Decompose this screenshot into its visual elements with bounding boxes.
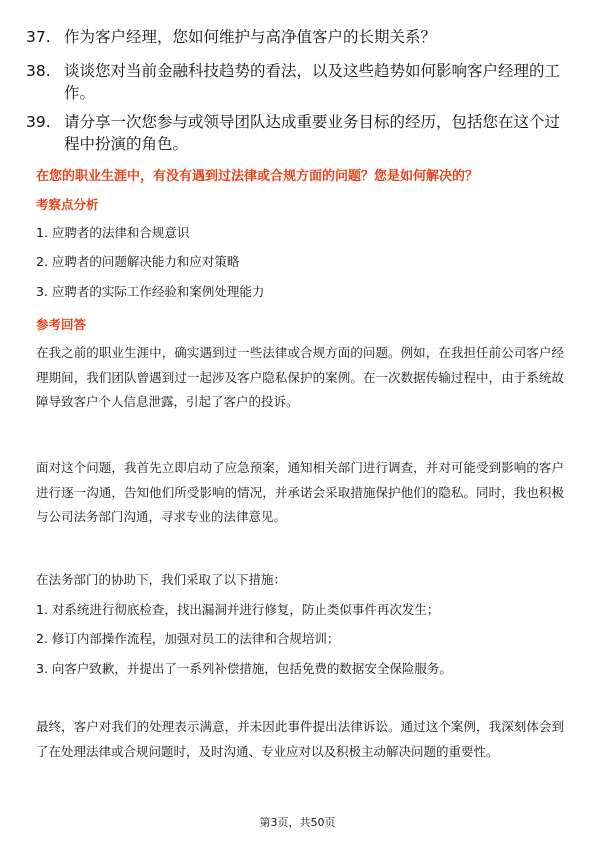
measure-item: 2. 修订内部操作流程，加强对员工的法律和合规培训； [36,631,340,646]
question-number: 37. [26,28,51,46]
measure-item: 1. 对系统进行彻底检查，找出漏洞并进行修复，防止类似事件再次发生； [36,602,440,617]
question-number: 39. [26,113,51,131]
featured-question: 在您的职业生涯中，有没有遇到过法律或合规方面的问题？您是如何解决的？ [36,169,479,184]
analysis-item: 3. 应聘者的实际工作经验和案例处理能力 [36,284,265,299]
question-text: 请分享一次您参与或领导团队达成重要业务目标的经历，包括您在这个过程中扮演的角色。 [64,113,561,153]
answer-paragraph: 最终，客户对我们的处理表示满意，并未因此事件提出法律诉讼。通过这个案例，我深刻体会到了在处理法律或合规问题时，及时沟通、专业应对以及积极主动解决问题的重要性。 [36,719,564,759]
analysis-item: 1. 应聘者的法律和合规意识 [36,225,190,240]
answer-paragraph: 面对这个问题，我首先立即启动了应急预案，通知相关部门进行调查，并对可能受到影响的客户进行逐一沟通，告知他们所受影响的情况，并承诺会采取措施保护他们的隐私。同时，我也积极与公司法务部门沟通，寻求专业的法律意见。 [36,460,564,524]
page-number: 第3页，共50页 [259,816,336,829]
question-39 [26,111,566,155]
question-38 [26,60,566,104]
question-number: 38. [26,62,51,80]
answer-paragraph: 在我之前的职业生涯中，确实遇到过一些法律或合规方面的问题。例如，在我担任前公司客户经理期间，我们团队曾遇到过一起涉及客户隐私保护的案例。在一次数据传输过程中，由于系统故障导致客户个人信息泄露，引起了客户的投诉。 [36,345,564,409]
question-text: 谈谈您对当前金融科技趋势的看法，以及这些趋势如何影响客户经理的工作。 [64,62,561,102]
analysis-heading: 考察点分析 [36,197,99,212]
answer-paragraph: 在法务部门的协助下，我们采取了以下措施： [36,572,287,587]
analysis-item: 2. 应聘者的问题解决能力和应对策略 [36,254,240,269]
question-text: 作为客户经理，您如何维护与高净值客户的长期关系？ [64,28,437,46]
answer-heading: 参考回答 [36,317,87,332]
measure-item: 3. 向客户致歉，并提出了一系列补偿措施，包括免费的数据安全保险服务。 [36,661,452,676]
question-37 [26,26,566,48]
